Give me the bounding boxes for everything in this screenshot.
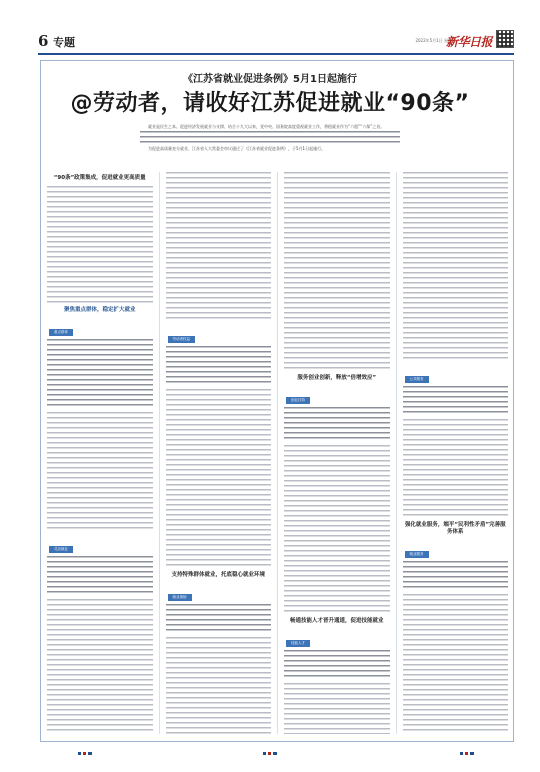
body-text (47, 186, 153, 304)
article-lead (140, 124, 400, 164)
topic-tag: 灵活就业 (49, 546, 73, 553)
footer-ornament (263, 752, 277, 755)
page-header (38, 30, 514, 52)
section-title: 服务创业创新，释放“倍增效应” (297, 375, 377, 381)
topic-tag: 劳动者权益 (168, 336, 196, 343)
article-kicker: 《江苏省就业促进条例》5月1日起施行 (183, 74, 357, 85)
body-text (284, 407, 390, 442)
topic-tag: 就业服务 (405, 551, 429, 558)
section-title: “90条”政策集成，促进就业更高质量 (53, 175, 146, 181)
header-rule (38, 53, 514, 55)
body-text (166, 346, 272, 386)
body-text (166, 172, 272, 322)
body-text (403, 172, 509, 362)
dateline: 2022年5月1日 星期日 (415, 38, 456, 43)
page-number: 6 (38, 32, 49, 50)
article-headline: @劳动者，请收好江苏促进就业“90条” (70, 91, 470, 116)
body-text (284, 445, 390, 615)
footer-ornament (460, 752, 474, 755)
body-text (403, 594, 509, 734)
column-2 (166, 172, 272, 734)
body-text (47, 599, 153, 734)
article-columns (47, 172, 508, 734)
section-title: 支持特殊群体就业，托底稳心就业环境 (171, 572, 265, 578)
newspaper-logo: 新华日报 (445, 35, 492, 49)
column-divider (159, 172, 160, 734)
qr-code-icon (496, 30, 514, 48)
section-subtitle: 聚焦重点群体，稳定扩大就业 (63, 307, 136, 313)
column-4 (403, 172, 509, 734)
body-text (47, 412, 153, 532)
topic-tag: 就业援助 (168, 594, 192, 601)
body-text (284, 683, 390, 734)
section-name: 专题 (53, 36, 75, 49)
topic-tag: 创业扶持 (286, 397, 310, 404)
lead-paragraph: 为促进高质量充分就业，江苏省人大常委会审议通过了《江苏省就业促进条例》，于5月1日起施行。 (148, 146, 326, 151)
topic-tag: 公共服务 (405, 376, 429, 383)
page-footer (38, 750, 514, 758)
body-text (166, 389, 272, 569)
body-text (47, 339, 153, 409)
column-3 (284, 172, 390, 734)
column-1 (47, 172, 153, 734)
body-text (166, 604, 272, 634)
section-title: 畅通技能人才晋升通道，促进技能就业 (289, 618, 384, 624)
section-title: 强化就业服务，端平“民利性矛盾”完善服务体系 (404, 522, 506, 535)
body-text (403, 561, 509, 591)
body-text (47, 556, 153, 596)
footer-ornament (78, 752, 92, 755)
column-divider (277, 172, 278, 734)
body-text (403, 386, 509, 416)
body-text (284, 650, 390, 680)
topic-tag: 技能人才 (286, 640, 310, 647)
body-text (284, 172, 390, 372)
lead-paragraph: 就业是民生之本。促进经济发展就业与支撑、结合十九大以来，党中央、国务院高度重视就业工作，将稳就业作为“六稳”“六保”之首。 (148, 124, 385, 129)
body-text (403, 419, 509, 519)
topic-tag: 重点群体 (49, 329, 73, 336)
lead-body-text (140, 131, 400, 143)
column-divider (396, 172, 397, 734)
body-text (166, 637, 272, 734)
